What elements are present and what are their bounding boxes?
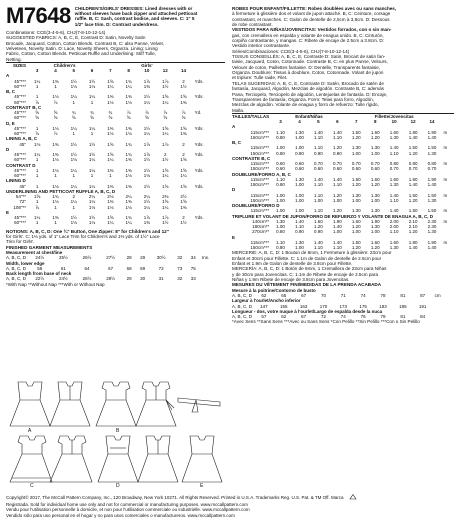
table-row: 60"*** ⅞ ⅞ 1 1 1⅛ 1⅛ 1¼ 1¼ 1⅜	[14, 99, 187, 105]
table-row: 150cm*** 0.80 0.80 0.90 0.90 1.00 1.00 1.10 1.20 1.30	[250, 150, 437, 156]
table-row: 60"*** ⅞ ⅞ 1 1 1⅛ 1⅛ 1¼ 1¼ 1⅜	[14, 131, 187, 137]
english-column	[6, 3, 225, 287]
table-row: A, B, C, D 58 61 64 67 68 69 72 73 75	[6, 265, 196, 271]
nap-note: *With Nap **Without Nap ***With or Without Nap	[6, 281, 105, 287]
table-row: 72" 1 1⅛ 1¼ 1¼ 1⅜ 1⅜ 1½ 1⅝ 1⅝	[19, 199, 187, 205]
table-row: A, B, C, D 147 155 163 170 173 175 183 185 191	[232, 303, 427, 309]
combinations: Combinations: CCE(3-4-5-6), CHJ(7-8-10-12-14)	[6, 29, 106, 35]
size-row: 3 4 5 6 7 8 10 12 14	[279, 119, 435, 125]
table-row: 270cm** 0.80 0.90 0.90 1.00 1.00 1.00 1.10 1.20 1.30	[252, 229, 437, 235]
table-row: 115cm*** 0.60 0.60 0.70 0.70 0.70 0.70 0.80 0.80 0.80 m	[250, 161, 448, 167]
mesures-table	[232, 288, 454, 320]
garment-line-drawings	[6, 378, 225, 488]
table-row: 150cm*** 0.80 1.00 1.10 1.10 1.20 1.20 1.30 1.40 1.40	[250, 134, 437, 140]
usage-line-es: Vendido sólo para uso personal en el hogar y no para usos comerciales o manufactureros. www.mccallpattern.com	[6, 512, 235, 518]
section-title-row: E	[6, 209, 10, 215]
finished-measurements-title: FINISHED GARMENT MEASUREMENTS	[6, 244, 93, 250]
dress-b-drawing	[96, 382, 176, 426]
table-row: 150cm*** 0.60 0.60 0.60 0.60 0.60 0.60 0.70 0.70 0.70	[250, 166, 437, 172]
table-row: 45"*** 1 1⅛ 1¼ 1¼ 1⅜ 1⅜ 1½ 1⅝ 1⅝ Yds.	[14, 167, 204, 173]
table-row: 60"*** 1 1 1⅛ 1⅛ 1¼ 1¼ 1⅜ 1½ 1½	[14, 220, 187, 226]
table-row: 45"*** 1¼ 1⅜ 1½ 1½ 1⅝ 1¾ 1⅞ 1⅞ 2 Yds.	[14, 215, 204, 221]
section-title-row: Largeur à l'ourlet/Ancho inferior	[232, 298, 301, 304]
table-row: 45"*** 1¼ 1⅜ 1½ 1½ 1⅝ 1¾ 1⅞ 2 2 Yds.	[14, 152, 204, 158]
table-row: 45"*** 1 1⅛ 1¼ 1¼ 1⅜ 1⅜ 1½ 1⅝ 1⅝ Yds.	[14, 94, 204, 100]
table-row: 150cm*** 0.80 1.00 1.10 1.10 1.20 1.20 1.30 1.40 1.40	[250, 245, 437, 251]
table-row: 45" 1⅛ 1⅜ 1½ 1½ 1⅝ 1¾ 1⅞ 1⅞ 2 Yds.	[19, 141, 204, 147]
section-title-row: D, E	[6, 120, 15, 126]
table-header-row: TAILLES/TALLAS Enfant/Niñas Fillette/Jovencitas	[232, 113, 454, 119]
copyright-line: Copyright© 2017, The McCall Pattern Company, Inc., 120 Broadway, New York 10271. All Rights Reserved. Printed in U.S.A. Trademarks Reg. U.S. Pat. & TM Off. Marca	[6, 495, 344, 501]
description: CHILDREN'S/GIRLS' DRESSES: Lined dresses with or without sleeves have back zipper and attached petticoat ruffle. B, C: Sash, contrast bodice, and sleeves. C: 1" 5 1/2" lace trim. D: Contrast underdress.	[74, 6, 198, 27]
table-row: A, B, C, D 24½ 25½ 26½ 27½ 28 29 30½ 32 34 Ins.	[6, 255, 210, 261]
sash-drawing	[178, 398, 220, 412]
table-header-row: SIZES Children's Girls'	[6, 62, 225, 68]
garment-label-a: A	[28, 428, 32, 434]
section-title-row: TRIPLURE ET VOLANT DE JUPON/FORRO DE REFUERZO Y VOLANTE DE ENAGUA A, B, C, D	[232, 213, 434, 219]
section-title-row: Measurement at chest/line	[6, 250, 63, 255]
notions: NOTIONS: A, B, C, D: One ¾" Button, One Zipper: 8" for Children's and 12" for Girls'. C: 1⅓ yds. of 1" Lace Trim for Children's and 1⅔ yds. of 1½" Lace Trim for Girls'.	[6, 228, 169, 245]
table-row: 60"*** ⅝ ⅝ ⅝ ⅝ ⅝ ⅝ ⅝ ⅝ ⅝	[14, 115, 186, 121]
dress-d-drawing	[98, 436, 178, 482]
table-row: 115cm*** 1.00 1.00 1.10 1.20 1.30 1.30 1.40 1.50 1.50 m	[250, 145, 448, 151]
metrage-table	[232, 113, 454, 251]
garment-label-b: B	[116, 428, 120, 434]
size-row: 3 4 5 6 7 8 10 12 14	[35, 68, 187, 74]
section-title-row: CONTRAST B, C	[6, 104, 42, 110]
garment-label-c: C	[30, 483, 34, 488]
table-row: 45"*** ⅝ ⅝ ¾ ¾ ¾ ⅞ ⅞ ⅞ ⅞ Yd.	[14, 110, 202, 116]
mercerie: MERCERIE: A, B, C, D: 1 Bouton de 8mm, 1 Fermeture à glissière: 23cm pour Enfant et 30cm pour Fillette. C: 1.1m de Galon de dentelle de 2.5cm pour Enfant et 1.9m de Galon de dentelle de 3.8cm pour Fillette. MERCERÍA: A, B, C, D: 1 Botón de 8mm, 1 Cremallera de 23cm para Niñas y de 30cm para Jovencitas. C: 1.1m de Ribete de encaje de 2.5cm para Niñas y 1.9m Ribete de encaje de 3.8cm para Jovencitas.	[232, 250, 392, 283]
suggested-fabrics: SUGGESTED FABRICS: A, B, C, E, Contrast D: Satin, Novelty Satin Brocade, Jacquard, Cotton, Cotton Blends. Contrast B, C: also Panne, Velvet, Velveteen, Novelty Satin. D: Lace, Novelty Sheers, Organza. Lining: Lining Fabric, Cotton, Cotton Blends. Petticoat Ruffle and Underlining: Stiff Tulle, Netting.	[6, 35, 165, 62]
copyright-footer	[6, 494, 454, 518]
section-title-row: B, C	[232, 140, 241, 146]
section-title-row: Width, lower edge	[6, 260, 45, 266]
dress-c-drawing	[10, 436, 92, 482]
french-spanish-column	[232, 6, 454, 325]
description-fr-es: ROBES POUR ENFANT/FILLETTE: Robes doublées avec ou sans manches, à fermeture à glissière dos et volant de jupon attaché. B, C: Ceinture, corsage contrastant, et manches. C: Galon de dentelle de 2,5cm à 3,8cm. D: Dessous de robe contrastant. VESTIDOS PARA NIÑAS/JOVENCITAS: Vestidos forrados, con o sin man- gas, con cremallera en espalda y volante de enagua unido. B, C: Cinturón, corpiño contrastante, y mangas. C: Ribete de encaje de 2.5cm a 3.8cm. D: Vestido interior contrastante.	[232, 6, 397, 49]
section-title-row: D	[232, 187, 236, 193]
dress-a-drawing	[10, 382, 90, 426]
section-title-row: Back length from base of neck	[6, 271, 72, 276]
usage-line-fr: Vendu pour l'utilisation personnelle à domicile, et non pour l'utilisation commerciale ou industrielle. www.mccallpattern.com	[6, 507, 250, 513]
table-row: 60"*** 1 1⅛ 1⅛ 1¼ 1¼ 1⅜ 1½ 1½ 1⅝	[14, 157, 187, 163]
usage-line-en: Registrada. Sold for individual home use only and not for commercial or manufacturing purposes. www.mccallpattern.com	[6, 502, 248, 507]
table-row: 150cm*** 1.00 1.00 1.00 1.00 1.00 1.00 1.10 1.20 1.30	[250, 197, 437, 203]
table-row: 45" 1 1⅛ 1¼ 1¼ 1⅜ 1⅜ 1½ 1⅝ 1⅝ Yds.	[19, 183, 204, 189]
table-row: 115cm*** 1.10 1.30 1.40 1.40 1.50 1.60 1.60 1.80 1.90 m	[250, 129, 448, 135]
section-title-row: B, C	[6, 89, 15, 95]
style-number: M7648	[6, 3, 71, 28]
section-title-row: CONTRAST D	[6, 162, 36, 168]
table-row: 45"*** 1 1⅛ 1¼ 1¼ 1⅜ 1⅜ 1½ 1⅝ 1⅝ Yds.	[14, 125, 204, 131]
section-title-row: DOUBLURE/FORRO A, B, C	[232, 171, 291, 177]
table-row: 115cm*** 1.10 1.30 1.40 1.40 1.50 1.60 1.60 1.80 1.90 m	[250, 176, 448, 182]
section-title-row: UNDERLINING AND PETTICOAT RUFFLE A, B, C, D	[6, 188, 116, 194]
recycle-icon	[348, 494, 358, 502]
table-row: 115cm*** 1.10 1.30 1.40 1.40 1.50 1.60 1.60 1.80 1.90 m	[250, 239, 448, 245]
table-row: 60"*** 1 1 1 1 1 1⅛ 1⅛ 1¼ 1¼	[14, 173, 187, 179]
table-row: 115cm*** 1.00 1.00 1.10 1.20 1.30 1.30 1.40 1.50 1.50 m	[250, 192, 448, 198]
table-row: A, B, C, D 57 62 67 72 74 76 79 81 84	[232, 314, 426, 320]
section-title-row: A	[6, 73, 10, 79]
section-title-row: LINING D	[6, 178, 26, 184]
fabrics-fr-es: TISSUS CONSEILLÉS: A, B, C, E, Contraste D: Satin, Brocart de satin fan- taisie, Jacquard, Coton, Cotonnade. Contraste B, C: en plus Panne, Velours, Velours de coton, Paillettes fantaisie. D: Dentelle, Transparents fantaisie, Organza. Doublure: Tissus à doublure, Coton, Cotonnade. Volant de jupon et triplure: Tulle raide, Filet. TELAS SUGERIDAS: A, B, C, E, Contraste D: Satén, Brocado de satén de fantasía, Jacquard, Algodón, Mezclas de algodón. Contraste B, C: además Pana, Terciopelo, Terciopelo de algodón, Lentejuelas de fantasía. D: Encaje, Transparentes de fantasía, Organza. Forro: Telas para forro, Algodón, Mezclas de algodón. Volante de enagua y forro de refuerzo: Tulle rígido, Malla.	[232, 54, 388, 113]
section-title-row: LINING A, B, C	[6, 136, 38, 142]
table-row: A, B, C, D 62 65 67 70 71 74 78 81 87 cm	[232, 293, 441, 299]
section-title-row: D	[6, 146, 10, 152]
table-row: A, B, C, D 22½ 24½ 26½ 28½ 29 30 31 32 33	[6, 276, 196, 282]
section-title-row: CONTRASTE B, C	[232, 155, 271, 161]
yardage-table	[6, 62, 225, 226]
section-title-row: E	[232, 234, 236, 240]
table-row: 45"*** 1¼ 1⅜ 1½ 1½ 1⅝ 1¾ 1⅞ 1⅞ 2 Yds.	[14, 78, 204, 84]
table-row: 60"*** 1 1 1⅛ 1⅛ 1¼ 1¼ 1⅜ 1½ 1½	[14, 83, 187, 89]
nap-note-fr-es: *Avec Sens **Sans Sens ***Avec ou Sans Sens *Con Pelillo **Sin Pelillo ***Con o Sin Pelillo	[232, 319, 420, 325]
finished-measurements-table	[6, 250, 225, 282]
section-title-row: Longueur - dos, votre nuque à l'ourlet/Largo de espalda desde la nuca	[232, 308, 383, 314]
garment-label-e: E	[200, 483, 204, 488]
section-title-row: A	[232, 124, 236, 130]
table-row: 140cm** 1.30 1.40 1.60 1.90 1.60 1.90 2.00 2.10 2.30 m	[252, 218, 448, 224]
series-combinations: Séries/Combinaciones: CCE(3-4-5-6), CHJ(7-8-10-12-14)	[232, 48, 350, 54]
dress-e-drawing	[182, 436, 222, 482]
section-title-row: Mesure à la poitrine/Contorno de busto	[232, 287, 316, 293]
garment-label-d: D	[116, 483, 120, 488]
table-row: 108"** ⅞ 1 1 1⅛ 1⅛ 1⅛ 1¼ 1¼ 1⅜	[13, 204, 187, 210]
table-row: 180cm** 1.00 1.10 1.20 1.40 1.20 1.30 2.00 2.10 2.30	[252, 224, 437, 230]
section-title-row: DOUBLURE/FORRO D	[232, 203, 280, 209]
table-row: 150cm*** 0.80 1.00 1.10 1.10 1.20 1.20 1.30 1.40 1.40	[250, 182, 437, 188]
header	[6, 3, 225, 28]
mesures-title: MESURES DU VÊTEMENT FINI/MEDIDAS DE LA PRENDA ACABADA	[232, 282, 382, 288]
table-row: 115cm*** 1.00 1.00 1.10 1.20 1.30 1.30 1.40 1.50 1.50 m	[250, 208, 448, 214]
table-row: 54"** 1⅝ 1¾ 2 2¼ 2⅛ 2¼ 2¼ 2⅜ 2½	[15, 194, 187, 200]
